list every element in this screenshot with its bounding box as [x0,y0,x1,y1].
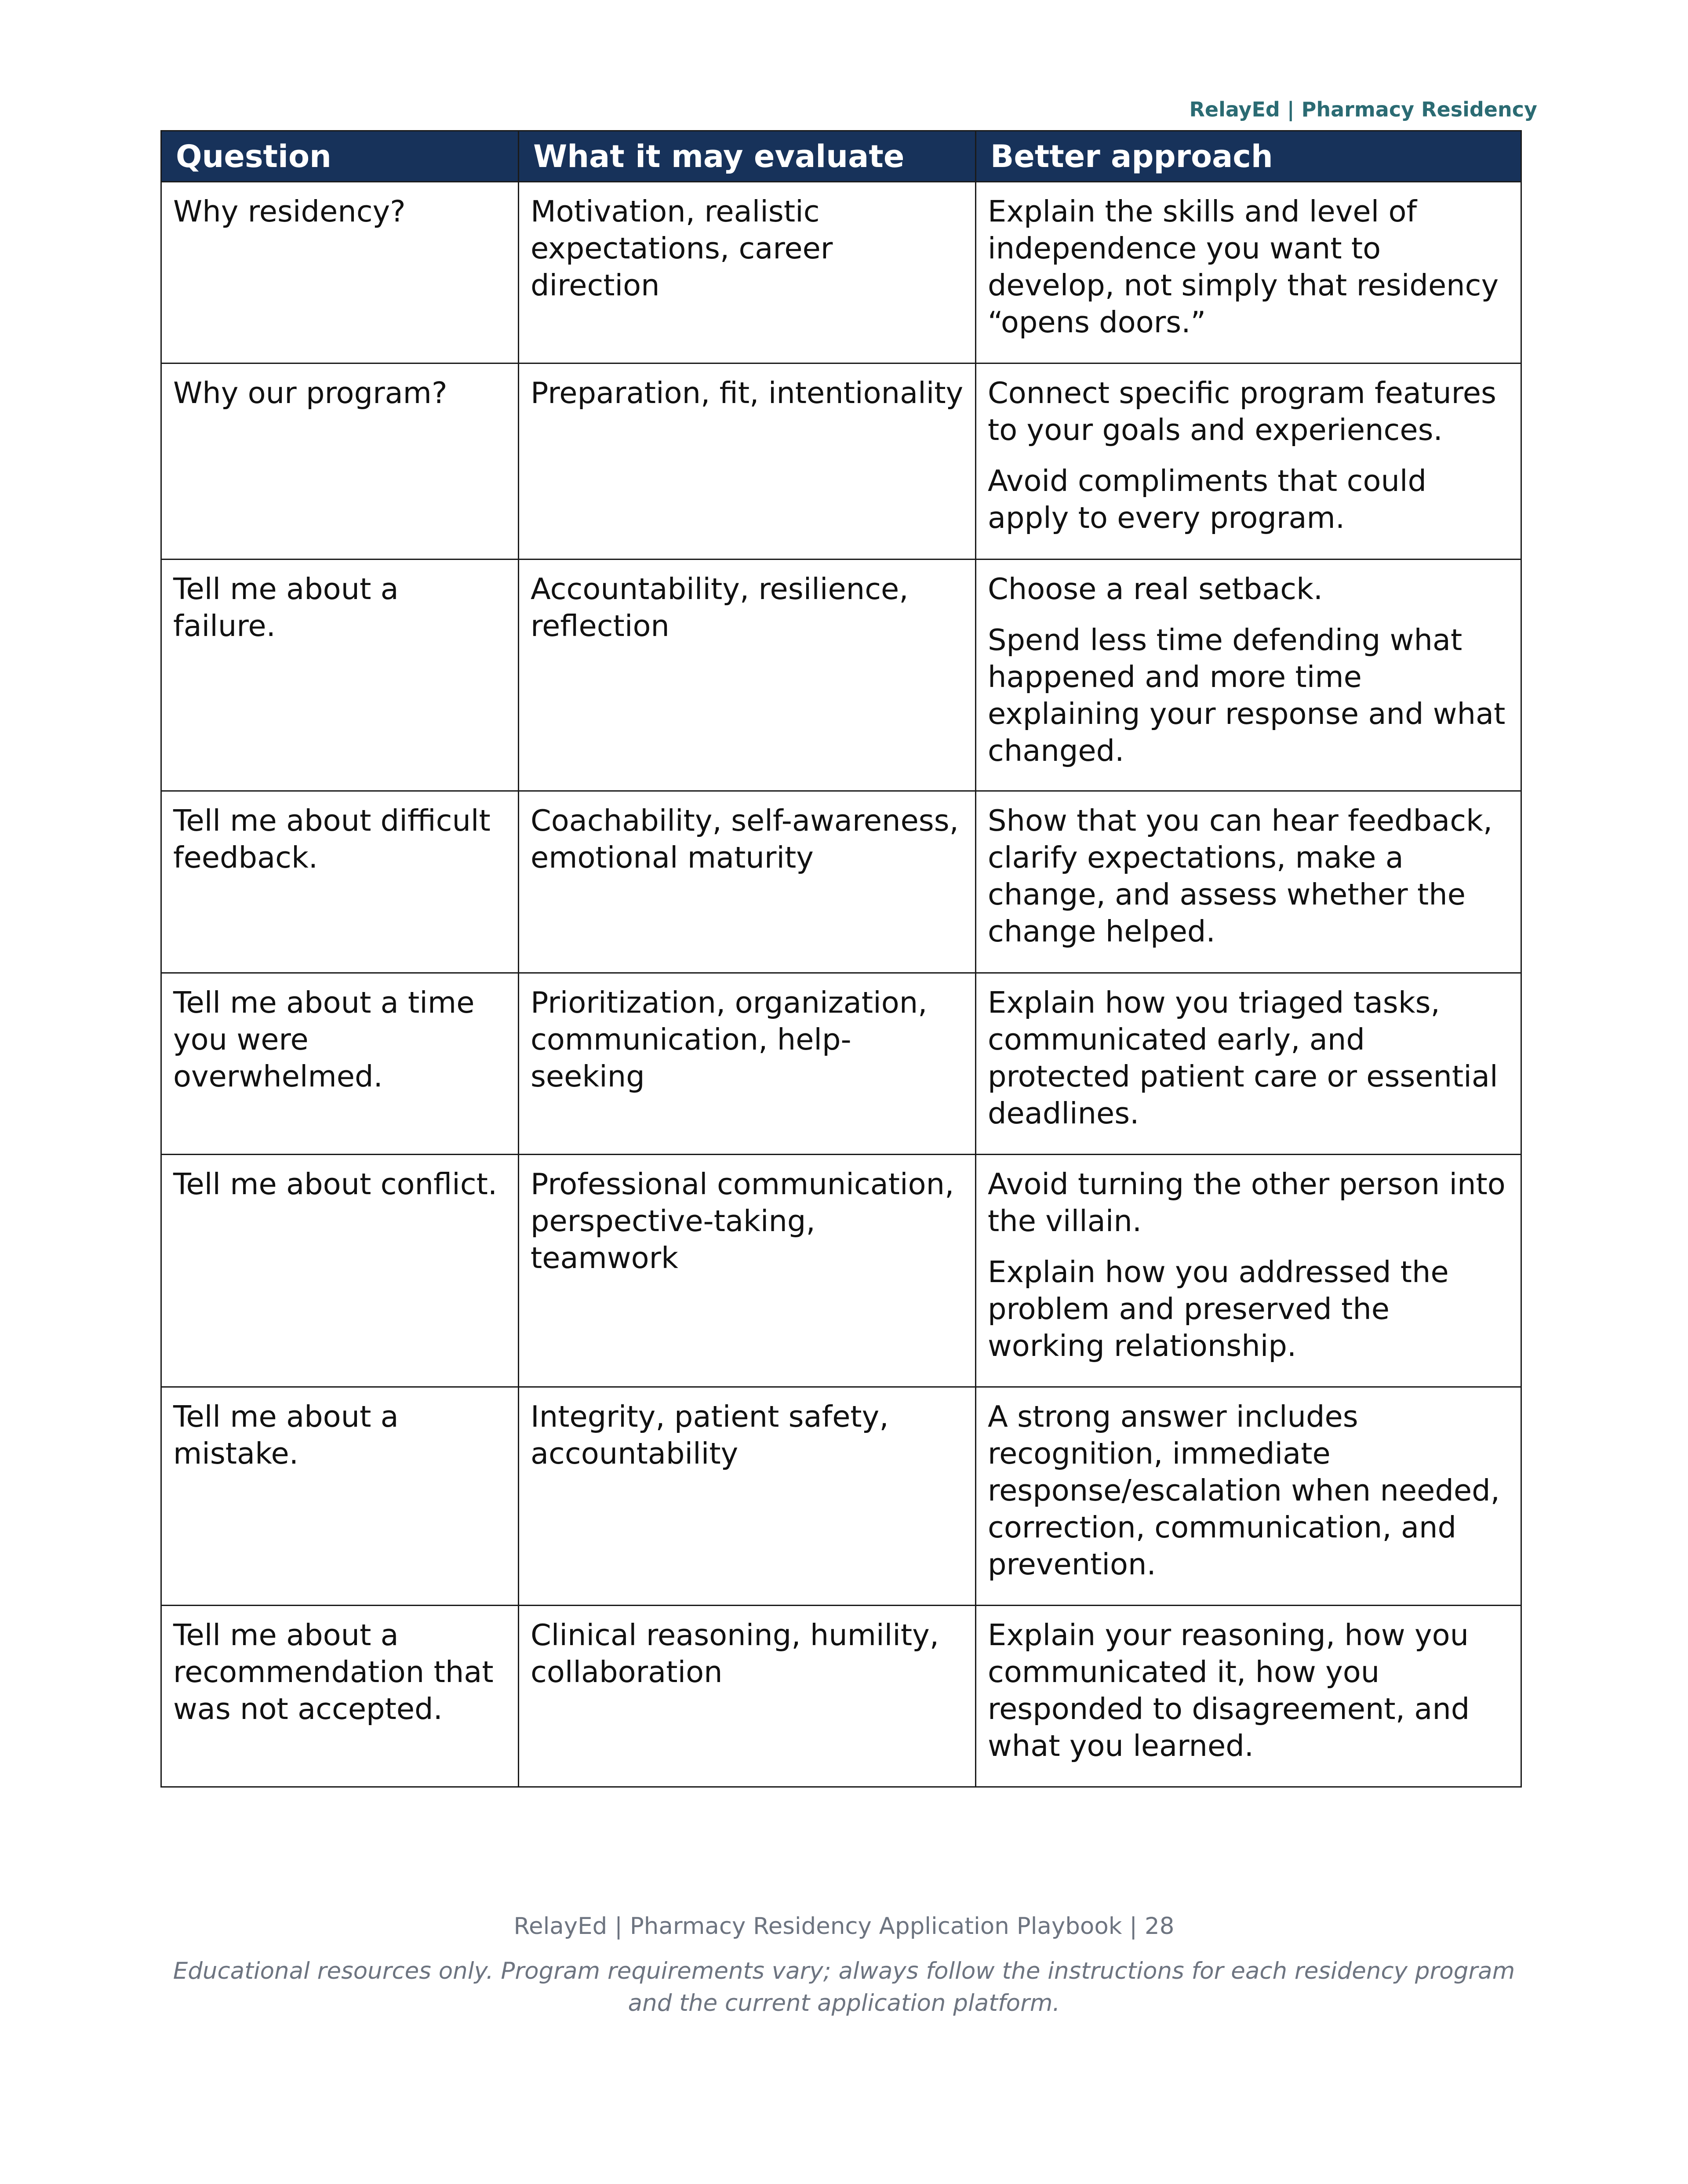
approach-paragraph: A strong answer includes recognition, immediate response/escalation when needed, correction, communication, and prevention. [988,1399,1500,1581]
running-header: RelayEd | Pharmacy Residency [1189,98,1537,121]
disclaimer-text: Educational resources only. Program requirements vary; always follow the instructions for each residency program and the current application platform. [173,1958,1515,2017]
evaluates-cell: Prioritization, organization, communication, help-seeking [519,973,976,1155]
evaluates-cell: Professional communication, perspective-taking, teamwork [519,1155,976,1387]
approach-paragraph: Explain how you triaged tasks, communicated early, and protected patient care or essential deadlines. [988,985,1498,1130]
approach-paragraph: Choose a real setback. [988,572,1323,606]
table-row [161,973,1521,1155]
approach-paragraph: Explain the skills and level of independence you want to develop, not simply that residency “opens doors.” [988,194,1499,339]
question-cell: Tell me about conflict. [161,1155,519,1387]
question-cell: Why our program? [161,363,519,560]
evaluates-cell: Preparation, fit, intentionality [519,363,976,560]
table-row [161,560,1521,791]
table-row [161,1155,1521,1387]
approach-cell [976,1387,1521,1606]
approach-paragraph: Explain your reasoning, how you communicated it, how you responded to disagreement, and what you learned. [988,1618,1470,1763]
approach-paragraph: Avoid turning the other person into the villain. [988,1167,1506,1238]
approach-paragraph: Show that you can hear feedback, clarify expectations, make a change, and assess whether the change helped. [988,803,1493,948]
approach-cell [976,973,1521,1155]
evaluates-cell: Motivation, realistic expectations, career direction [519,182,976,363]
question-cell: Tell me about a mistake. [161,1387,519,1606]
approach-cell [976,363,1521,560]
approach-paragraph: Connect specific program features to your goals and experiences. [988,376,1496,447]
column-header-approach: Better approach [976,131,1521,182]
column-header-question: Question [161,131,519,182]
approach-paragraph: Avoid compliments that could apply to every program. [988,464,1427,535]
table-row [161,1606,1521,1787]
table-row [161,363,1521,560]
approach-cell [976,1606,1521,1787]
evaluates-cell: Coachability, self-awareness, emotional maturity [519,791,976,973]
approach-cell [976,182,1521,363]
evaluates-cell: Accountability, resilience, reflection [519,560,976,791]
table-header-row [161,131,1521,182]
page-footer: RelayEd | Pharmacy Residency Application Playbook | 28 [513,1913,1175,1940]
approach-paragraph: Spend less time defending what happened and more time explaining your response and what changed. [988,623,1506,768]
table-row [161,182,1521,363]
evaluates-cell: Integrity, patient safety, accountability [519,1387,976,1606]
evaluates-cell: Clinical reasoning, humility, collaboration [519,1606,976,1787]
question-cell: Why residency? [161,182,519,363]
column-header-evaluates: What it may evaluate [519,131,976,182]
table-row [161,1387,1521,1606]
interview-question-table [160,130,1522,1788]
question-cell: Tell me about a time you were overwhelmed. [161,973,519,1155]
approach-cell [976,1155,1521,1387]
question-cell: Tell me about a failure. [161,560,519,791]
question-cell: Tell me about a recommendation that was not accepted. [161,1606,519,1787]
question-cell: Tell me about difficult feedback. [161,791,519,973]
approach-paragraph: Explain how you addressed the problem and preserved the working relationship. [988,1255,1449,1363]
approach-cell [976,791,1521,973]
approach-cell [976,560,1521,791]
table-row [161,791,1521,973]
